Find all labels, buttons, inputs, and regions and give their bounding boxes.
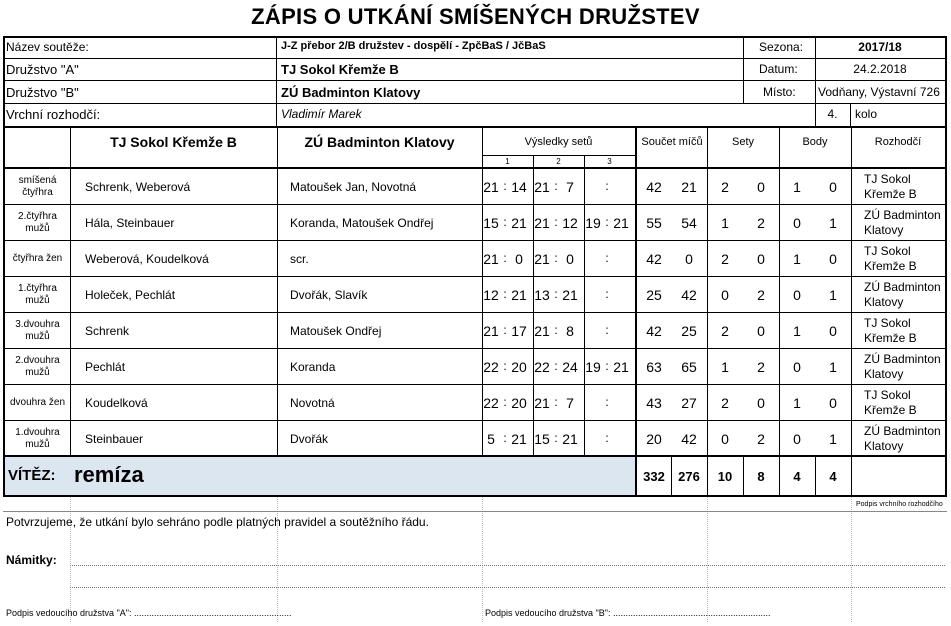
player-b: Matoušek Jan, Novotná	[290, 180, 417, 194]
player-a: Holeček, Pechlát	[85, 288, 176, 302]
value-pa: 20	[646, 431, 662, 447]
value-pa: 25	[646, 287, 662, 303]
player-a: Schrenk	[85, 324, 130, 338]
value-pb: 21	[681, 179, 697, 195]
confirmation-text: Potvrzujeme, že utkání bylo sehráno podle platných pravidel a soutěžního řádu.	[6, 515, 429, 529]
umpire-cell: TJ Sokol Křemže B	[864, 316, 917, 345]
referee-label: Vrchní rozhodčí:	[6, 107, 101, 122]
row-divider	[3, 384, 947, 385]
set-2-score-b: 24	[562, 359, 578, 375]
remarks-label: Námitky:	[6, 553, 57, 567]
set-1-score-a: 5	[487, 431, 495, 447]
col-team-a: TJ Sokol Křemže B	[110, 134, 237, 150]
value-pa: 42	[646, 251, 662, 267]
team-b-value: ZÚ Badminton Klatovy	[281, 85, 421, 100]
score-separator: :	[605, 215, 609, 229]
competition-value: J-Z přebor 2/B družstev - dospělí - ZpčBaS / JčBaS	[281, 40, 546, 52]
set-1-score-a: 15	[483, 215, 499, 231]
umpire-cell: ZÚ Badminton Klatovy	[864, 352, 941, 381]
place-value: Vodňany, Výstavní 726	[818, 85, 940, 99]
score-separator: :	[503, 323, 507, 337]
score-separator: :	[554, 179, 558, 193]
discipline-cell: 2.dvouhra mužů	[15, 355, 60, 378]
umpire-cell: ZÚ Badminton Klatovy	[864, 208, 941, 237]
set-2-score-a: 21	[534, 323, 550, 339]
score-separator: :	[605, 323, 609, 337]
value-bb: 1	[829, 215, 837, 231]
set-3-score-a: 19	[585, 215, 601, 231]
player-a: Steinbauer	[85, 432, 144, 446]
value-seta: 2	[721, 323, 729, 339]
col-sets: Sety	[731, 136, 754, 148]
winner-label: VÍTĚZ:	[8, 467, 56, 484]
set-1-score-a: 21	[483, 251, 499, 267]
player-a: Hála, Steinbauer	[85, 216, 175, 230]
value-bb: 0	[829, 395, 837, 411]
set-number-3: 3	[607, 157, 612, 166]
score-separator: :	[554, 359, 558, 373]
player-b: Dvořák, Slavík	[290, 288, 368, 302]
set-1-score-b: 0	[515, 251, 523, 267]
value-bb: 1	[829, 359, 837, 375]
team-a-value: TJ Sokol Křemže B	[281, 62, 399, 77]
referee-signature-label: Podpis vrchního rozhodčího	[856, 501, 943, 508]
set-3-score-a: 19	[585, 359, 601, 375]
score-separator: :	[605, 359, 609, 373]
score-separator: :	[503, 215, 507, 229]
discipline-cell: 1.dvouhra mužů	[15, 427, 60, 450]
score-separator: :	[503, 251, 507, 265]
set-2-score-b: 0	[566, 251, 574, 267]
score-separator: :	[554, 431, 558, 445]
discipline-cell: 2.čtyřhra mužů	[18, 211, 57, 234]
value-seta: 1	[721, 215, 729, 231]
score-separator: :	[503, 359, 507, 373]
set-2-score-a: 21	[534, 179, 550, 195]
value-bb: 1	[829, 287, 837, 303]
set-1-score-b: 20	[511, 359, 527, 375]
umpire-cell: TJ Sokol Křemže B	[864, 388, 917, 417]
value-setb: 2	[757, 431, 765, 447]
score-separator: :	[605, 251, 609, 265]
competition-label: Název soutěže:	[6, 40, 89, 54]
value-seta: 2	[721, 395, 729, 411]
total-sets-b: 8	[757, 469, 765, 484]
total-points-a: 332	[643, 469, 665, 484]
row-divider	[3, 276, 947, 277]
value-ba: 0	[793, 287, 801, 303]
value-seta: 0	[721, 287, 729, 303]
value-setb: 0	[757, 395, 765, 411]
value-pa: 42	[646, 323, 662, 339]
score-separator: :	[554, 323, 558, 337]
value-seta: 0	[721, 431, 729, 447]
date-label: Datum:	[759, 62, 798, 76]
value-ba: 1	[793, 179, 801, 195]
value-setb: 2	[757, 287, 765, 303]
value-pb: 25	[681, 323, 697, 339]
set-2-score-b: 8	[566, 323, 574, 339]
value-ba: 1	[793, 251, 801, 267]
round-label: kolo	[855, 107, 878, 121]
player-b: Koranda, Matoušek Ondřej	[290, 216, 434, 230]
set-1-score-b: 21	[511, 287, 527, 303]
score-separator: :	[554, 215, 558, 229]
value-ba: 0	[793, 215, 801, 231]
player-b: Koranda	[290, 360, 336, 374]
player-b: Novotná	[290, 396, 335, 410]
value-setb: 2	[757, 215, 765, 231]
value-pa: 43	[646, 395, 662, 411]
total-sets-a: 10	[717, 469, 733, 484]
set-1-score-a: 22	[483, 359, 499, 375]
value-setb: 2	[757, 359, 765, 375]
row-divider	[3, 420, 947, 421]
place-label: Místo:	[763, 85, 796, 99]
value-pa: 42	[646, 179, 662, 195]
value-ba: 1	[793, 323, 801, 339]
value-ba: 0	[793, 359, 801, 375]
value-setb: 0	[757, 323, 765, 339]
set-1-score-a: 12	[483, 287, 499, 303]
value-pb: 54	[681, 215, 697, 231]
score-separator: :	[605, 395, 609, 409]
score-separator: :	[554, 251, 558, 265]
umpire-cell: ZÚ Badminton Klatovy	[864, 280, 941, 309]
col-team-b: ZÚ Badminton Klatovy	[304, 134, 455, 150]
value-pa: 63	[646, 359, 662, 375]
score-separator: :	[554, 395, 558, 409]
col-umpire: Rozhodčí	[874, 136, 922, 148]
player-b: scr.	[290, 252, 309, 266]
score-separator: :	[605, 179, 609, 193]
team-a-signature: Podpis vedoucího družstva "A": ...............................................................	[6, 608, 292, 618]
set-3-score-b: 21	[613, 215, 629, 231]
row-divider	[3, 204, 947, 205]
set-1-score-b: 14	[511, 179, 527, 195]
set-2-score-a: 21	[534, 215, 550, 231]
value-pb: 27	[681, 395, 697, 411]
season-label: Sezona:	[759, 40, 804, 54]
value-seta: 2	[721, 179, 729, 195]
set-1-score-b: 21	[511, 431, 527, 447]
date-value: 24.2.2018	[853, 62, 907, 76]
set-2-score-a: 21	[534, 395, 550, 411]
score-separator: :	[605, 287, 609, 301]
umpire-cell: ZÚ Badminton Klatovy	[864, 424, 941, 453]
col-body: Body	[802, 136, 828, 148]
score-separator: :	[503, 287, 507, 301]
col-results: Výsledky setů	[524, 136, 593, 148]
discipline-cell: čtyřhra žen	[12, 253, 63, 264]
value-setb: 0	[757, 179, 765, 195]
score-separator: :	[503, 395, 507, 409]
set-1-score-b: 17	[511, 323, 527, 339]
winner-value: remíza	[74, 462, 144, 487]
set-1-score-b: 20	[511, 395, 527, 411]
team-a-label: Družstvo "A"	[6, 62, 79, 77]
set-2-score-b: 7	[566, 395, 574, 411]
value-bb: 0	[829, 179, 837, 195]
set-2-score-a: 15	[534, 431, 550, 447]
set-2-score-b: 7	[566, 179, 574, 195]
discipline-cell: smíšená čtyřhra	[18, 175, 57, 198]
col-points: Součet míčů	[641, 136, 703, 148]
set-2-score-b: 21	[562, 287, 578, 303]
total-body-a: 4	[793, 469, 801, 484]
set-1-score-a: 21	[483, 323, 499, 339]
score-separator: :	[503, 179, 507, 193]
set-1-score-b: 21	[511, 215, 527, 231]
set-1-score-a: 22	[483, 395, 499, 411]
set-2-score-a: 13	[534, 287, 550, 303]
value-seta: 1	[721, 359, 729, 375]
player-a: Koudelková	[85, 396, 148, 410]
value-ba: 1	[793, 395, 801, 411]
row-divider	[3, 348, 947, 349]
value-pb: 65	[681, 359, 697, 375]
value-pb: 42	[681, 431, 697, 447]
discipline-cell: dvouhra žen	[9, 397, 66, 408]
value-bb: 0	[829, 251, 837, 267]
score-separator: :	[503, 431, 507, 445]
value-bb: 0	[829, 323, 837, 339]
discipline-cell: 1.čtyřhra mužů	[18, 283, 57, 306]
set-1-score-a: 21	[483, 179, 499, 195]
value-bb: 1	[829, 431, 837, 447]
player-a: Pechlát	[85, 360, 126, 374]
value-seta: 2	[721, 251, 729, 267]
score-separator: :	[605, 431, 609, 445]
value-setb: 0	[757, 251, 765, 267]
value-pb: 42	[681, 287, 697, 303]
set-3-score-b: 21	[613, 359, 629, 375]
discipline-cell: 3.dvouhra mužů	[15, 319, 60, 342]
player-b: Matoušek Ondřej	[290, 324, 382, 338]
set-2-score-b: 12	[562, 215, 578, 231]
set-2-score-a: 22	[534, 359, 550, 375]
page-title: ZÁPIS O UTKÁNÍ SMÍŠENÝCH DRUŽSTEV	[251, 4, 700, 29]
player-a: Schrenk, Weberová	[85, 180, 191, 194]
total-body-b: 4	[829, 469, 837, 484]
set-2-score-a: 21	[534, 251, 550, 267]
row-divider	[3, 240, 947, 241]
row-divider	[3, 312, 947, 313]
umpire-cell: TJ Sokol Křemže B	[864, 172, 917, 201]
team-b-label: Družstvo "B"	[6, 85, 79, 100]
player-b: Dvořák	[290, 432, 329, 446]
set-number-2: 2	[556, 157, 561, 166]
value-pb: 0	[685, 251, 693, 267]
round-number: 4.	[827, 107, 838, 121]
set-2-score-b: 21	[562, 431, 578, 447]
set-number-1: 1	[505, 157, 510, 166]
season-value: 2017/18	[858, 40, 902, 54]
umpire-cell: TJ Sokol Křemže B	[864, 244, 917, 273]
total-points-b: 276	[678, 469, 700, 484]
referee-value: Vladimír Marek	[281, 107, 362, 121]
player-a: Weberová, Koudelková	[85, 252, 209, 266]
value-ba: 0	[793, 431, 801, 447]
value-pa: 55	[646, 215, 662, 231]
team-b-signature: Podpis vedoucího družstva "B": ...............................................................	[485, 608, 771, 618]
score-separator: :	[554, 287, 558, 301]
